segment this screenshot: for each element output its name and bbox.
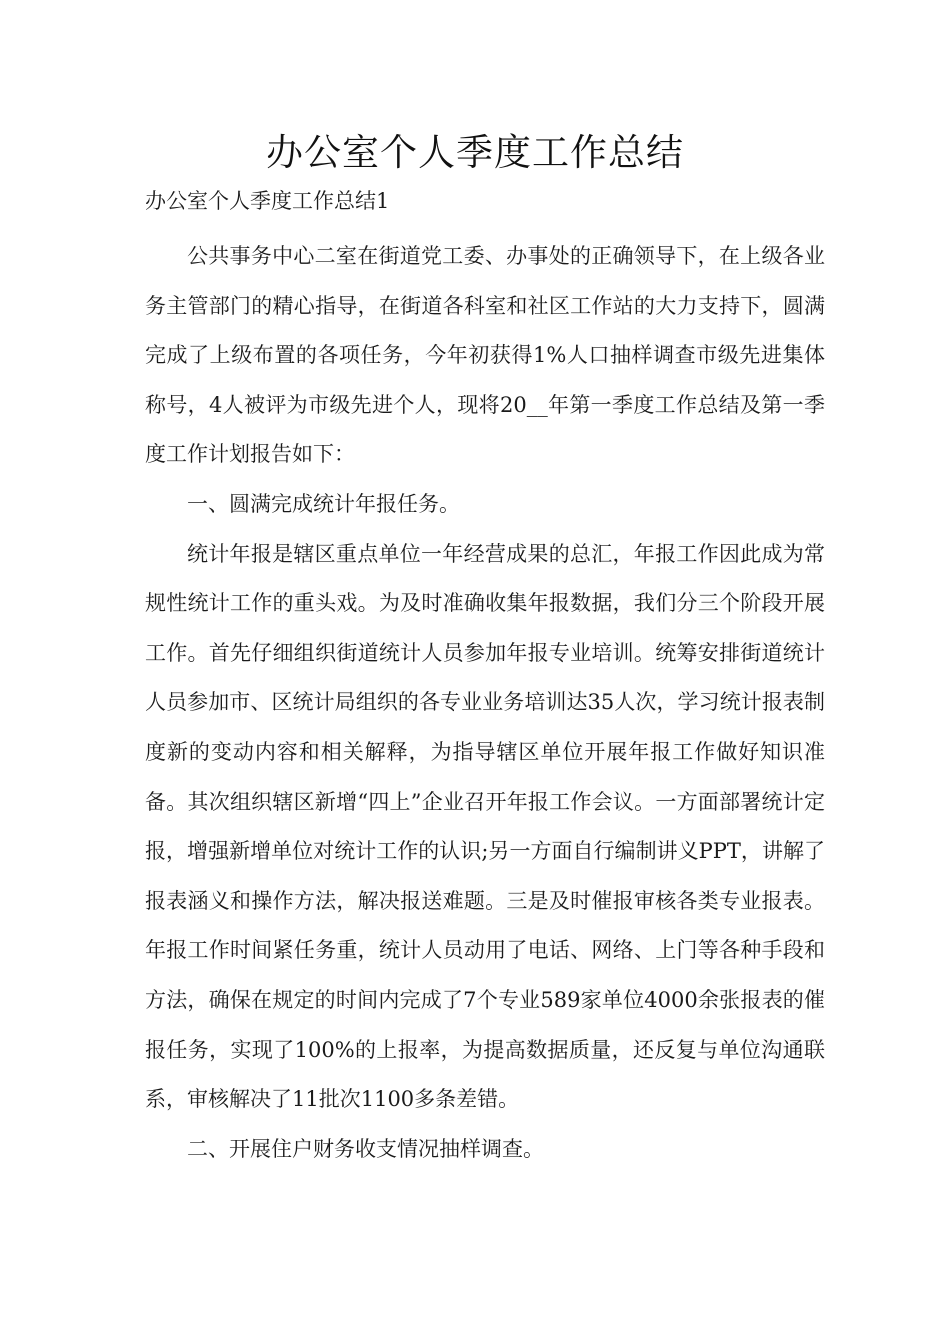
section-heading-2: 二、开展住户财务收支情况抽样调查。 <box>187 1136 544 1161</box>
section-heading-1: 一、圆满完成统计年报任务。 <box>187 491 460 516</box>
page-title: 办公室个人季度工作总结 <box>266 131 684 174</box>
paragraph-annual-report: 统计年报是辖区重点单位一年经营成果的总汇，年报工作因此成为常规性统计工作的重头戏。为及时准确收集年报数据，我们分三个阶段开展工作。首先仔细组织街道统计人员参加年报专业培训。统筹安排街道统计人员参加市、区统计局组织的各专业业务培训达35人次，学习统计报表制度新的变动内容和相关解释，为指导辖区单位开展年报工作做好知识准备。其次组织辖区新增“四上”企业召开年报工作会议。一方面部署统计定报，增强新增单位对统计工作的认识;另一方面自行编制讲义PPT，讲解了报表涵义和操作方法，解决报送难题。三是及时催报审核各类专业报表。年报工作时间紧任务重，统计人员动用了电话、网络、上门等各种手段和方法，确保在规定的时间内完成了7个专业589家单位4000余张报表的催报任务，实现了100%的上报率，为提高数据质量，还反复与单位沟通联系，审核解决了11批次1100多条差错。 <box>145 541 825 1112</box>
document-subtitle: 办公室个人季度工作总结1 <box>145 189 390 213</box>
paragraph-intro: 公共事务中心二室在街道党工委、办事处的正确领导下，在上级各业务主管部门的精心指导，在街道各科室和社区工作站的大力支持下，圆满完成了上级布置的各项任务，今年初获得1%人口抽样调查市级先进集体称号，4人被评为市级先进个人，现将20__年第一季度工作总结及第一季度工作计划报告如下： <box>145 244 825 467</box>
document-body <box>145 232 825 1174</box>
